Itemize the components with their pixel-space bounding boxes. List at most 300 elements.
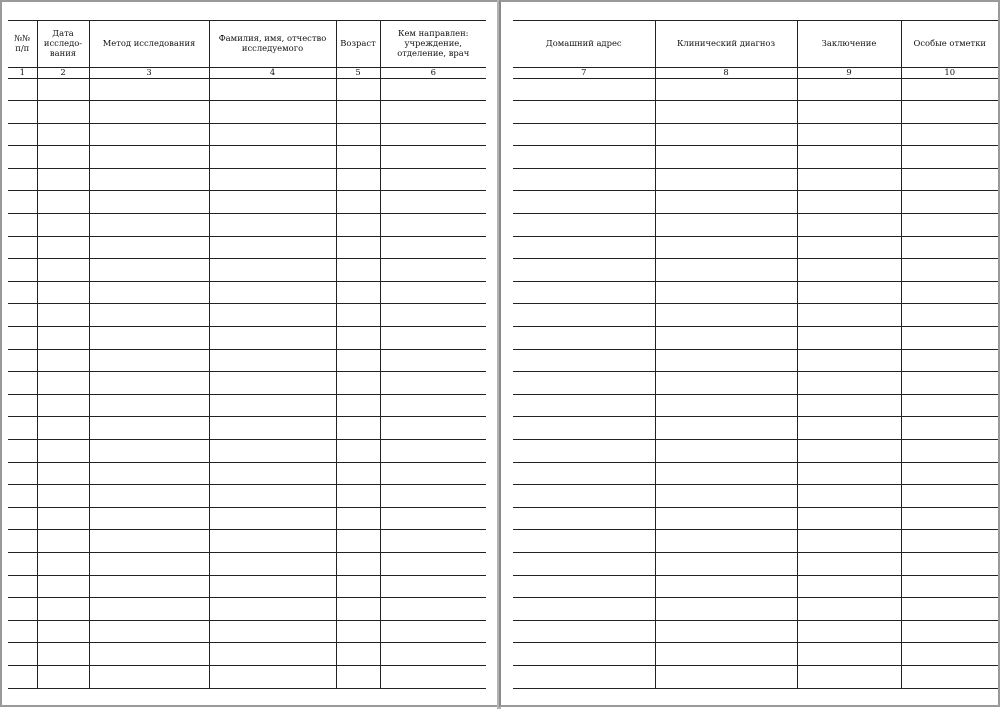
blank-cell [89,214,209,237]
blank-cell [209,417,336,440]
blank-cell [336,372,380,395]
blank-cell [655,620,797,643]
left-table-row [8,665,486,688]
blank-cell [37,507,89,530]
left-table-row [8,462,486,485]
blank-cell [513,485,655,508]
left-table-row [8,643,486,666]
blank-cell [89,146,209,169]
blank-cell [655,462,797,485]
blank-cell [209,372,336,395]
blank-cell [513,620,655,643]
blank-cell [901,327,998,350]
blank-cell [901,304,998,327]
right-table-row [513,485,998,508]
blank-cell [37,485,89,508]
left-table-row [8,440,486,463]
blank-cell [89,101,209,124]
blank-cell [513,598,655,621]
right-table-row [513,372,998,395]
column-header-referred-by: Кем направлен: учреждение, отделение, врач [380,21,486,68]
blank-cell [37,530,89,553]
left-table-row [8,123,486,146]
blank-cell [901,191,998,214]
blank-cell [8,236,37,259]
blank-cell [513,349,655,372]
blank-cell [37,281,89,304]
blank-cell [8,146,37,169]
right-table-body [513,78,998,688]
blank-cell [336,214,380,237]
blank-cell [37,78,89,101]
blank-cell [89,643,209,666]
column-header-age: Возраст [336,21,380,68]
blank-cell [513,78,655,101]
left-table-row [8,394,486,417]
column-number: 2 [37,68,89,79]
blank-cell [380,236,486,259]
blank-cell [37,665,89,688]
blank-cell [8,417,37,440]
left-table-row [8,78,486,101]
column-number: 5 [336,68,380,79]
blank-cell [8,372,37,395]
blank-cell [797,440,901,463]
blank-cell [89,575,209,598]
blank-cell [797,236,901,259]
blank-cell [336,123,380,146]
blank-cell [901,507,998,530]
blank-cell [209,507,336,530]
blank-cell [89,440,209,463]
blank-cell [513,394,655,417]
blank-cell [901,168,998,191]
blank-cell [655,643,797,666]
left-table-row [8,146,486,169]
left-table-row [8,372,486,395]
blank-cell [336,281,380,304]
blank-cell [380,146,486,169]
right-table-row [513,575,998,598]
blank-cell [8,327,37,350]
blank-cell [336,620,380,643]
blank-cell [901,552,998,575]
blank-cell [209,462,336,485]
left-table-row [8,530,486,553]
blank-cell [89,530,209,553]
blank-cell [89,281,209,304]
blank-cell [901,575,998,598]
blank-cell [209,78,336,101]
left-table-row [8,304,486,327]
blank-cell [797,530,901,553]
column-number: 3 [89,68,209,79]
right-table-row [513,281,998,304]
right-table-row [513,620,998,643]
blank-cell [336,304,380,327]
blank-cell [380,191,486,214]
blank-cell [901,417,998,440]
blank-cell [209,214,336,237]
blank-cell [8,575,37,598]
blank-cell [380,168,486,191]
left-table-row [8,485,486,508]
blank-cell [89,259,209,282]
blank-cell [797,620,901,643]
blank-cell [37,349,89,372]
right-header-row [513,21,998,68]
right-table-row [513,507,998,530]
blank-cell [380,530,486,553]
blank-cell [901,394,998,417]
right-table-row [513,191,998,214]
right-page [499,0,1000,707]
blank-cell [655,101,797,124]
blank-cell [380,394,486,417]
blank-cell [513,462,655,485]
blank-cell [37,327,89,350]
blank-cell [8,394,37,417]
blank-cell [37,440,89,463]
blank-cell [336,440,380,463]
blank-cell [901,598,998,621]
blank-cell [901,643,998,666]
blank-cell [797,146,901,169]
blank-cell [901,259,998,282]
blank-cell [380,440,486,463]
blank-cell [8,78,37,101]
blank-cell [8,123,37,146]
right-table-row [513,259,998,282]
blank-cell [89,191,209,214]
blank-cell [655,78,797,101]
right-table-row [513,552,998,575]
blank-cell [209,146,336,169]
blank-cell [901,620,998,643]
left-table-row [8,507,486,530]
column-header-home-address: Домашний адрес [513,21,655,68]
blank-cell [901,349,998,372]
blank-cell [336,552,380,575]
blank-cell [89,123,209,146]
right-table-row [513,598,998,621]
blank-cell [8,259,37,282]
blank-cell [8,462,37,485]
blank-cell [89,327,209,350]
blank-cell [8,214,37,237]
blank-cell [380,214,486,237]
column-number: 4 [209,68,336,79]
blank-cell [37,417,89,440]
blank-cell [37,620,89,643]
blank-cell [655,598,797,621]
blank-cell [380,417,486,440]
blank-cell [209,440,336,463]
blank-cell [513,440,655,463]
right-table-row [513,462,998,485]
blank-cell [655,259,797,282]
blank-cell [797,191,901,214]
blank-cell [8,191,37,214]
blank-cell [901,372,998,395]
right-table-row [513,214,998,237]
blank-cell [901,236,998,259]
blank-cell [797,575,901,598]
blank-cell [37,214,89,237]
blank-cell [209,349,336,372]
blank-cell [89,304,209,327]
right-table-row [513,168,998,191]
blank-cell [655,214,797,237]
blank-cell [797,643,901,666]
blank-cell [89,598,209,621]
blank-cell [37,123,89,146]
blank-cell [89,417,209,440]
blank-cell [380,349,486,372]
blank-cell [901,665,998,688]
blank-cell [336,259,380,282]
left-table-row [8,191,486,214]
blank-cell [209,552,336,575]
blank-cell [797,394,901,417]
blank-cell [8,440,37,463]
blank-cell [8,101,37,124]
blank-cell [209,168,336,191]
blank-cell [336,236,380,259]
blank-cell [336,191,380,214]
blank-cell [336,462,380,485]
blank-cell [336,643,380,666]
blank-cell [37,168,89,191]
blank-cell [37,259,89,282]
blank-cell [336,349,380,372]
blank-cell [8,507,37,530]
left-table-row [8,575,486,598]
blank-cell [655,191,797,214]
blank-cell [89,349,209,372]
blank-cell [8,598,37,621]
left-table-row [8,214,486,237]
column-header-method: Метод исследования [89,21,209,68]
column-header-special-notes: Особые отметки [901,21,998,68]
blank-cell [37,598,89,621]
blank-cell [797,485,901,508]
blank-cell [8,304,37,327]
blank-cell [380,620,486,643]
blank-cell [655,485,797,508]
left-table-row [8,417,486,440]
blank-cell [901,440,998,463]
blank-cell [380,101,486,124]
blank-cell [380,327,486,350]
right-table-row [513,440,998,463]
right-table-row [513,146,998,169]
blank-cell [513,507,655,530]
blank-cell [37,552,89,575]
right-table-row [513,643,998,666]
blank-cell [513,372,655,395]
column-header-full-name: Фамилия, имя, отчество исследуемого [209,21,336,68]
blank-cell [380,462,486,485]
blank-cell [655,575,797,598]
blank-cell [655,530,797,553]
right-table-row [513,78,998,101]
blank-cell [336,575,380,598]
left-table-row [8,168,486,191]
blank-cell [513,304,655,327]
blank-cell [209,620,336,643]
left-table-row [8,236,486,259]
right-table-row [513,530,998,553]
blank-cell [901,214,998,237]
blank-cell [655,665,797,688]
blank-cell [209,665,336,688]
blank-cell [89,462,209,485]
blank-cell [336,168,380,191]
left-table-row [8,327,486,350]
blank-cell [89,507,209,530]
right-table-row [513,123,998,146]
column-header-clinical-diagnosis: Клинический диагноз [655,21,797,68]
left-header-row [8,21,486,68]
blank-cell [8,168,37,191]
blank-cell [8,552,37,575]
blank-cell [513,575,655,598]
left-table-row [8,259,486,282]
blank-cell [336,327,380,350]
left-table-body [8,78,486,688]
right-ledger-table [513,20,998,689]
blank-cell [89,552,209,575]
blank-cell [37,372,89,395]
blank-cell [513,281,655,304]
blank-cell [89,620,209,643]
left-table-row [8,349,486,372]
column-number: 8 [655,68,797,79]
left-table-row [8,101,486,124]
blank-cell [901,530,998,553]
blank-cell [209,101,336,124]
blank-cell [89,168,209,191]
blank-cell [380,259,486,282]
blank-cell [655,440,797,463]
right-table-row [513,236,998,259]
blank-cell [209,394,336,417]
blank-cell [655,304,797,327]
blank-cell [513,665,655,688]
blank-cell [209,259,336,282]
left-ledger-table [8,20,486,689]
blank-cell [37,394,89,417]
blank-cell [901,462,998,485]
left-table-row [8,281,486,304]
left-table-row [8,552,486,575]
left-page [0,0,499,707]
column-number: 7 [513,68,655,79]
blank-cell [797,507,901,530]
blank-cell [380,485,486,508]
blank-cell [209,236,336,259]
blank-cell [8,643,37,666]
blank-cell [513,214,655,237]
left-table-row [8,620,486,643]
blank-cell [336,530,380,553]
blank-cell [380,552,486,575]
blank-cell [89,665,209,688]
blank-cell [797,327,901,350]
blank-cell [797,214,901,237]
blank-cell [513,417,655,440]
blank-cell [336,101,380,124]
blank-cell [8,620,37,643]
blank-cell [336,507,380,530]
blank-cell [655,281,797,304]
blank-cell [655,123,797,146]
blank-cell [513,643,655,666]
blank-cell [901,146,998,169]
blank-cell [797,259,901,282]
blank-cell [901,485,998,508]
column-number: 9 [797,68,901,79]
blank-cell [380,281,486,304]
blank-cell [209,485,336,508]
blank-cell [380,575,486,598]
blank-cell [8,530,37,553]
blank-cell [797,123,901,146]
blank-cell [901,281,998,304]
blank-cell [8,349,37,372]
blank-cell [513,146,655,169]
blank-cell [37,146,89,169]
blank-cell [513,123,655,146]
blank-cell [380,372,486,395]
blank-cell [655,394,797,417]
right-table-row [513,417,998,440]
blank-cell [380,598,486,621]
blank-cell [336,146,380,169]
blank-cell [797,665,901,688]
blank-cell [209,575,336,598]
blank-cell [797,101,901,124]
blank-cell [655,236,797,259]
blank-cell [336,598,380,621]
blank-cell [513,259,655,282]
blank-cell [655,417,797,440]
right-table-row [513,665,998,688]
column-header-date: Дата исследо- вания [37,21,89,68]
blank-cell [8,665,37,688]
blank-cell [513,552,655,575]
blank-cell [655,552,797,575]
blank-cell [37,643,89,666]
blank-cell [37,462,89,485]
column-number: 10 [901,68,998,79]
blank-cell [513,530,655,553]
left-column-numbers-row [8,68,486,79]
blank-cell [380,507,486,530]
blank-cell [209,191,336,214]
blank-cell [655,507,797,530]
blank-cell [209,123,336,146]
blank-cell [655,327,797,350]
blank-cell [655,168,797,191]
blank-cell [797,598,901,621]
blank-cell [380,304,486,327]
blank-cell [209,598,336,621]
blank-cell [37,101,89,124]
blank-cell [513,236,655,259]
blank-cell [901,123,998,146]
